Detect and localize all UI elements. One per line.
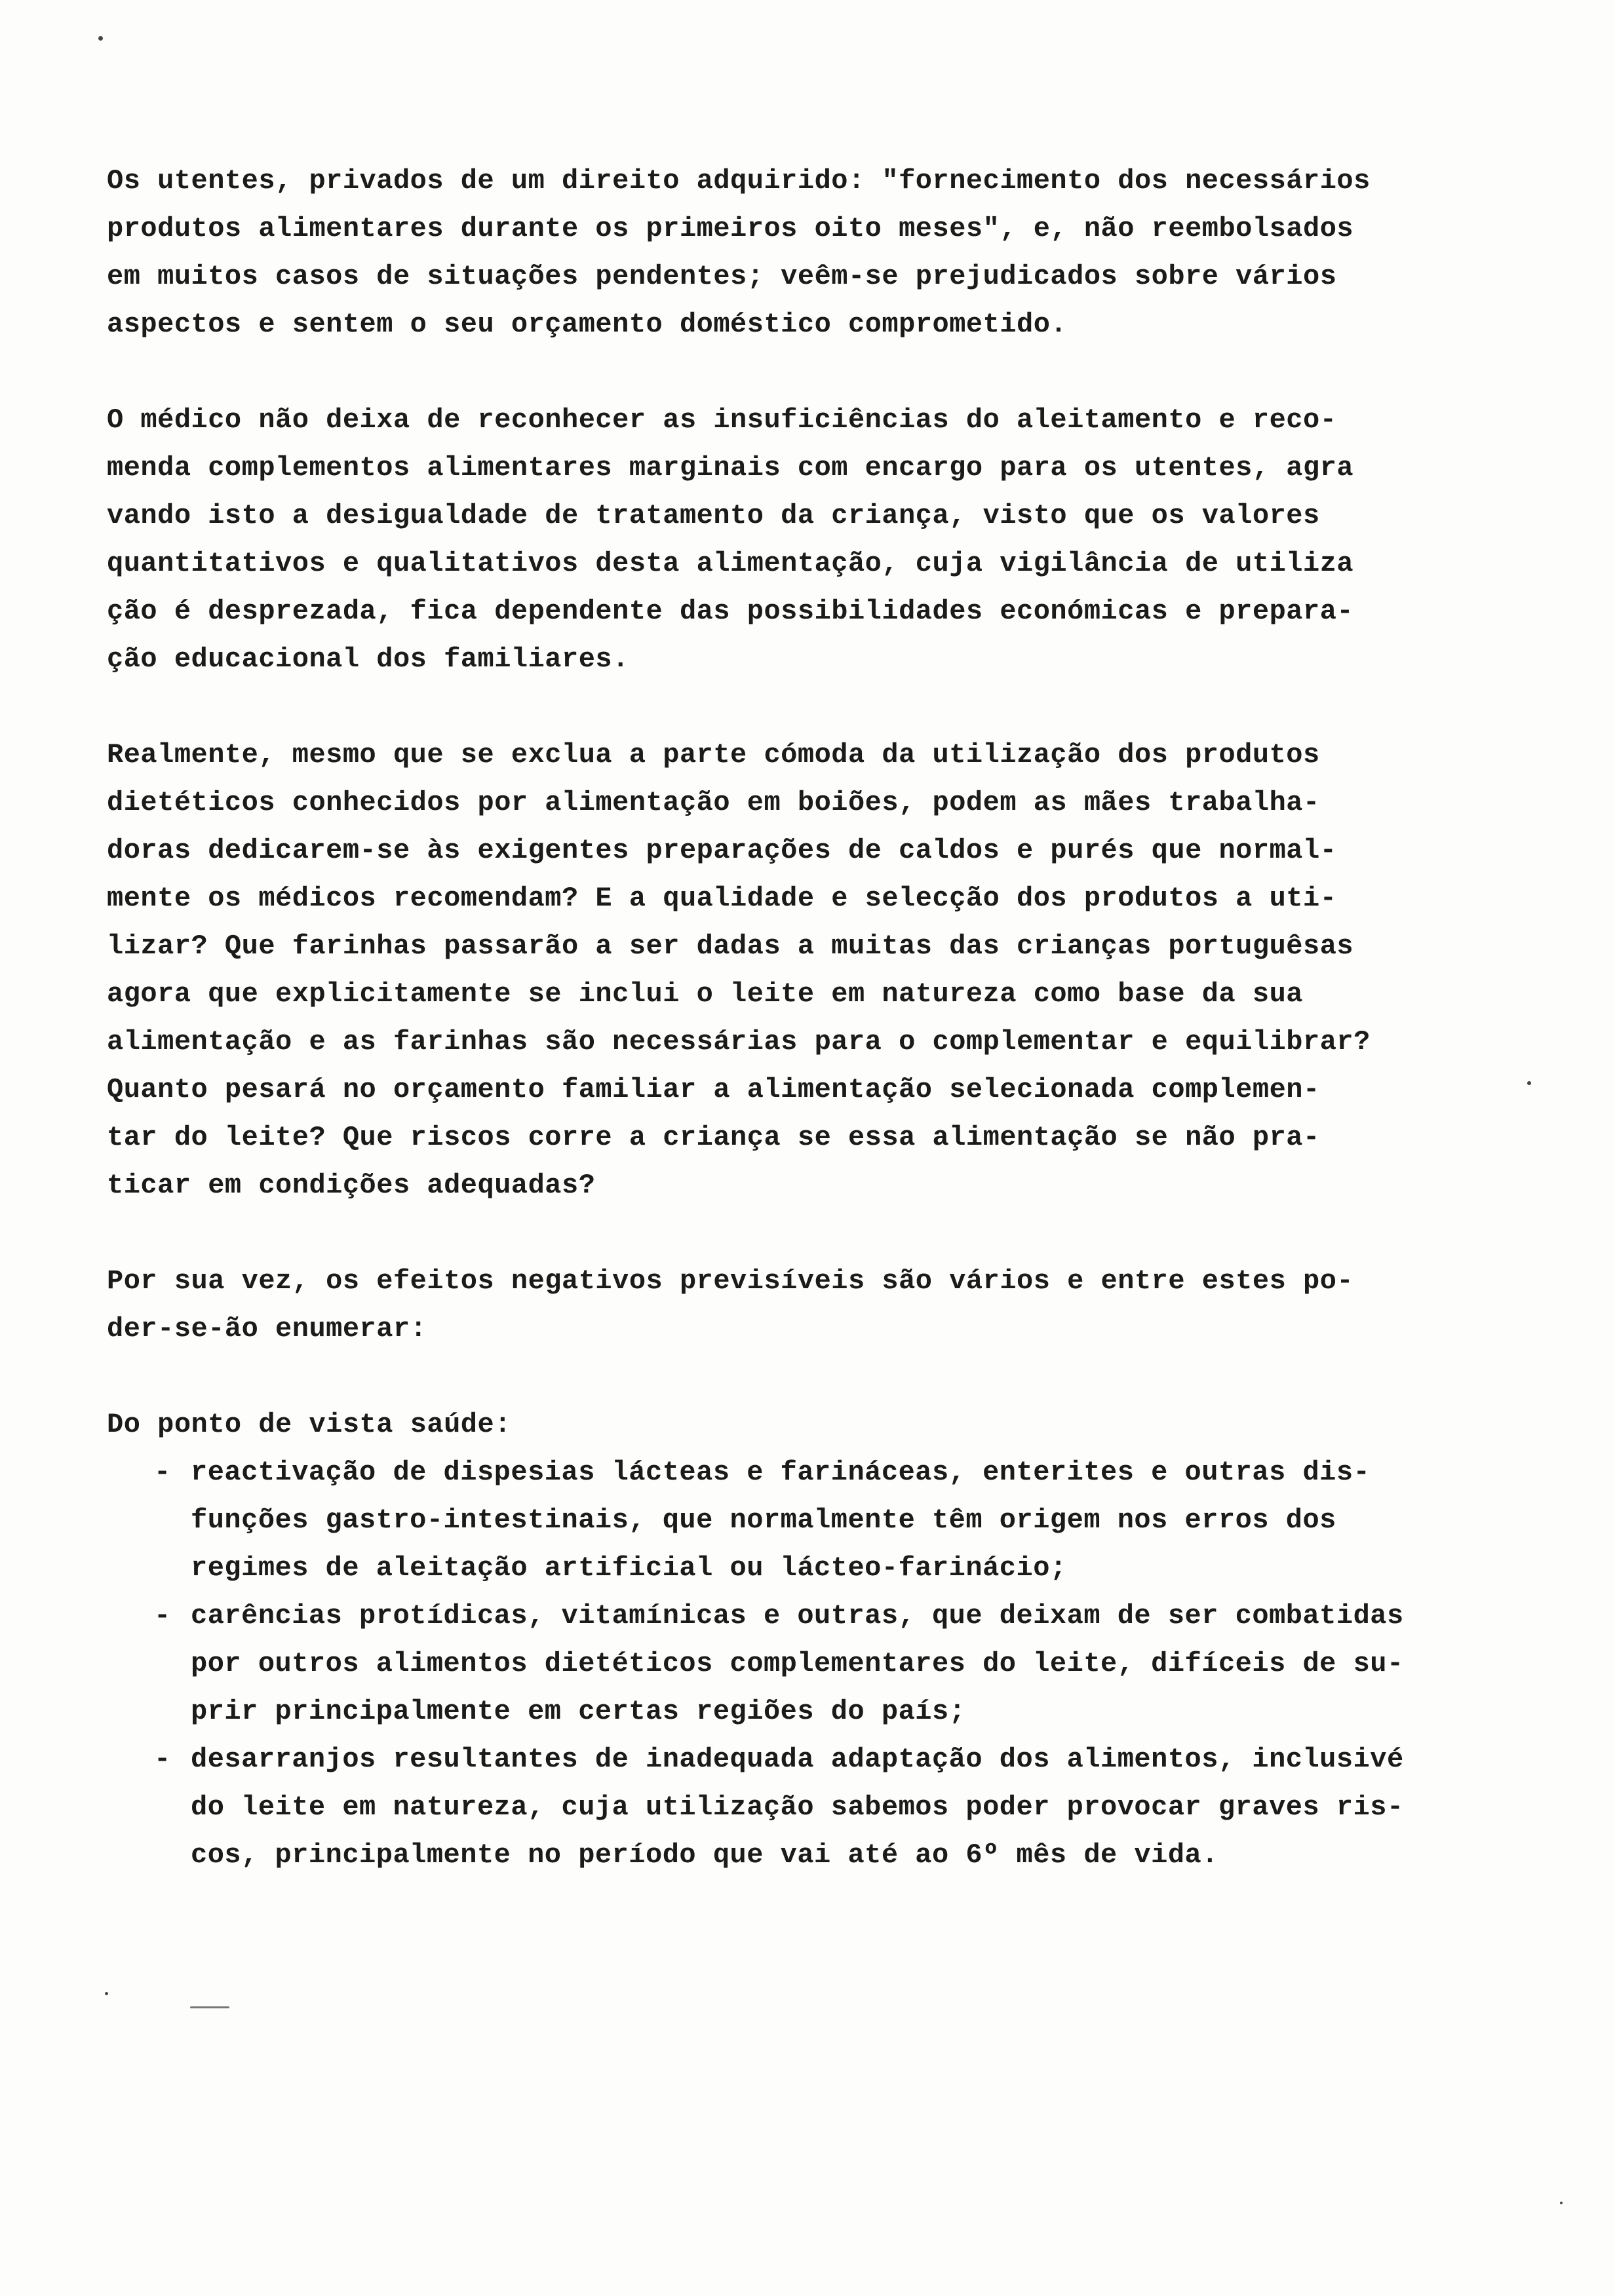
text-line: Por sua vez, os efeitos negativos previsíveis são vários e entre estes po-: [107, 1265, 1354, 1297]
text-line: prir principalmente em certas regiões do país;: [191, 1696, 966, 1727]
scan-speck: [1527, 1081, 1531, 1085]
paragraph-realmente: [107, 731, 1516, 1210]
text-line: Os utentes, privados de um direito adquirido: "fornecimento dos necessários: [107, 165, 1371, 197]
text-line: aspectos e sentem o seu orçamento doméstico comprometido.: [107, 309, 1068, 340]
text-line: produtos alimentares durante os primeiros oito meses", e, não reembolsados: [107, 213, 1354, 244]
text-line: cos, principalmente no período que vai até ao 6º mês de vida.: [191, 1839, 1218, 1871]
paragraph-utentes: [107, 157, 1516, 349]
text-line: vando isto a desigualdade de tratamento da criança, visto que os valores: [107, 500, 1320, 531]
text-line: quantitativos e qualitativos desta alimentação, cuja vigilância de utiliza: [107, 548, 1354, 579]
paragraph-efeitos: [107, 1257, 1516, 1353]
text-line: Quanto pesará no orçamento familiar a alimentação selecionada complemen-: [107, 1074, 1320, 1105]
text-line: agora que explicitamente se inclui o leite em natureza como base da sua: [107, 978, 1303, 1010]
text-line: ticar em condições adequadas?: [107, 1170, 596, 1201]
effects-list: [107, 1449, 1516, 1879]
text-line: lizar? Que farinhas passarão a ser dadas a muitas das crianças portuguêsas: [107, 930, 1354, 962]
text-line: der-se-ão enumerar:: [107, 1313, 427, 1345]
document-body: [107, 157, 1516, 1879]
scan-speck: [98, 36, 103, 41]
bullet-dash: -: [154, 1744, 171, 1775]
paragraph-medico: [107, 396, 1516, 683]
text-line: menda complementos alimentares marginais com encargo para os utentes, agra: [107, 452, 1354, 484]
text-line: reactivação de dispesias lácteas e farináceas, enterites e outras dis-: [191, 1457, 1371, 1488]
text-line: tar do leite? Que riscos corre a criança se essa alimentação se não pra-: [107, 1122, 1320, 1153]
scan-speck: [190, 2006, 229, 2008]
text-line: regimes de aleitação artificial ou lácteo-farinácio;: [191, 1552, 1067, 1584]
text-line: ção é desprezada, fica dependente das possibilidades económicas e prepara-: [107, 596, 1354, 627]
scan-speck: [1560, 2202, 1563, 2204]
text-line: desarranjos resultantes de inadequada adaptação dos alimentos, inclusivé: [191, 1744, 1404, 1775]
text-line: dietéticos conhecidos por alimentação em boiões, podem as mães trabalha-: [107, 787, 1320, 818]
text-line: doras dedicarem-se às exigentes preparações de caldos e purés que normal-: [107, 835, 1337, 866]
bullet-dash: -: [154, 1600, 171, 1632]
text-line: do leite em natureza, cuja utilização sabemos poder provocar graves ris-: [191, 1791, 1404, 1823]
bullet-dash: -: [154, 1457, 171, 1488]
section-saude: [107, 1401, 1516, 1879]
text-line: mente os médicos recomendam? E a qualidade e selecção dos produtos a uti-: [107, 883, 1337, 914]
list-item: [107, 1736, 1516, 1879]
list-item: [107, 1449, 1516, 1592]
scan-speck: [105, 1992, 108, 1995]
text-line: Realmente, mesmo que se exclua a parte cómoda da utilização dos produtos: [107, 739, 1320, 771]
text-line: O médico não deixa de reconhecer as insuficiências do aleitamento e reco-: [107, 404, 1337, 436]
text-line: ção educacional dos familiares.: [107, 643, 629, 675]
text-line: alimentação e as farinhas são necessárias para o complementar e equilibrar?: [107, 1026, 1371, 1058]
text-line: funções gastro-intestinais, que normalmente têm origem nos erros dos: [191, 1504, 1336, 1536]
section-heading: Do ponto de vista saúde:: [107, 1409, 511, 1440]
text-line: carências protídicas, vitamínicas e outras, que deixam de ser combatidas: [191, 1600, 1404, 1632]
text-line: por outros alimentos dietéticos complementares do leite, difíceis de su-: [191, 1648, 1404, 1679]
list-item: [107, 1592, 1516, 1736]
text-line: em muitos casos de situações pendentes; veêm-se prejudicados sobre vários: [107, 261, 1337, 292]
